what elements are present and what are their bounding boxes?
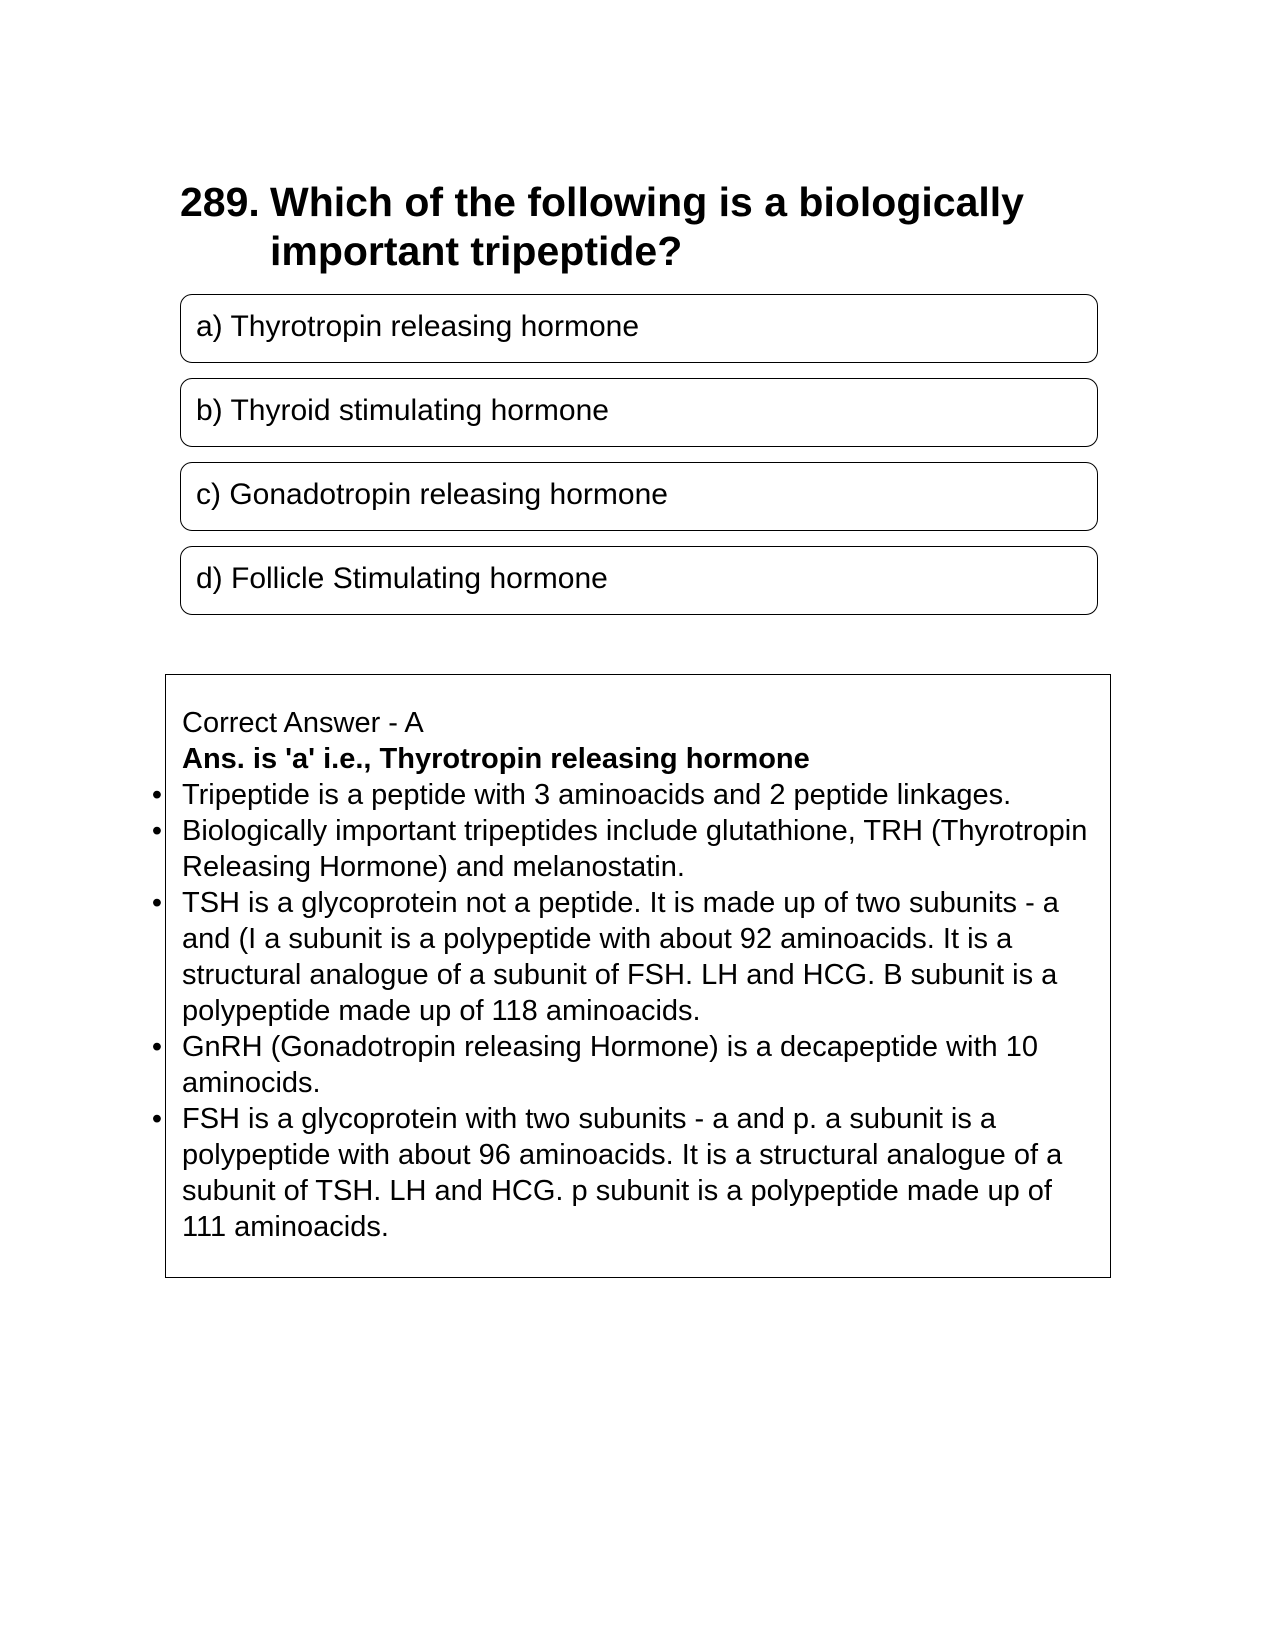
list-item-text: Tripeptide is a peptide with 3 aminoacids and 2 peptide linkages.: [182, 779, 1012, 811]
answer-heading: Ans. is 'a' i.e., Thyrotropin releasing hormone: [182, 743, 810, 775]
question-number: 289.: [180, 179, 260, 225]
list-item: [151, 1101, 1096, 1245]
option-c-label: c) Gonadotropin releasing hormone: [196, 477, 668, 511]
bullet-icon: •: [151, 779, 163, 811]
list-item-text: Biologically important tripeptides include glutathione, TRH (Thyrotropin Releasing Hormone) and melanostatin.: [182, 815, 1088, 883]
correct-answer-line: Correct Answer - A: [182, 707, 424, 739]
option-a-label: a) Thyrotropin releasing hormone: [196, 309, 640, 343]
list-item-text: TSH is a glycoprotein not a peptide. It is made up of two subunits - a and (I a subunit is a polypeptide with about 92 aminoacids. It is a structural analogue of a subunit of FSH. LH and HCG. B subunit is a polypeptide made up of 118 aminoacids.: [182, 887, 1059, 1027]
list-item: [151, 777, 1096, 813]
list-item-text: FSH is a glycoprotein with two subunits - a and p. a subunit is a polypeptide with about 96 aminoacids. It is a structural analogue of a subunit of TSH. LH and HCG. p subunit is a polypeptide made up of 111 aminoacids.: [182, 1103, 1063, 1243]
option-b[interactable]: [180, 378, 1098, 447]
list-item: [151, 813, 1096, 885]
bullet-icon: •: [151, 1103, 163, 1135]
explanation-list: [151, 777, 1096, 1245]
bullet-icon: •: [151, 815, 163, 847]
bullet-icon: •: [151, 1031, 163, 1063]
list-item: [151, 885, 1096, 1029]
options-list: [180, 294, 1098, 630]
question-text: Which of the following is a biologically important tripeptide?: [270, 179, 1024, 274]
bullet-icon: •: [151, 887, 163, 919]
option-c[interactable]: [180, 462, 1098, 531]
option-a[interactable]: [180, 294, 1098, 363]
option-b-label: b) Thyroid stimulating hormone: [196, 393, 609, 427]
answer-explanation-box: [151, 674, 1111, 1278]
list-item: [151, 1029, 1096, 1101]
list-item-text: GnRH (Gonadotropin releasing Hormone) is a decapeptide with 10 aminocids.: [182, 1031, 1038, 1099]
question-heading: [180, 178, 1080, 276]
option-d[interactable]: [180, 546, 1098, 615]
option-d-label: d) Follicle Stimulating hormone: [196, 561, 608, 595]
